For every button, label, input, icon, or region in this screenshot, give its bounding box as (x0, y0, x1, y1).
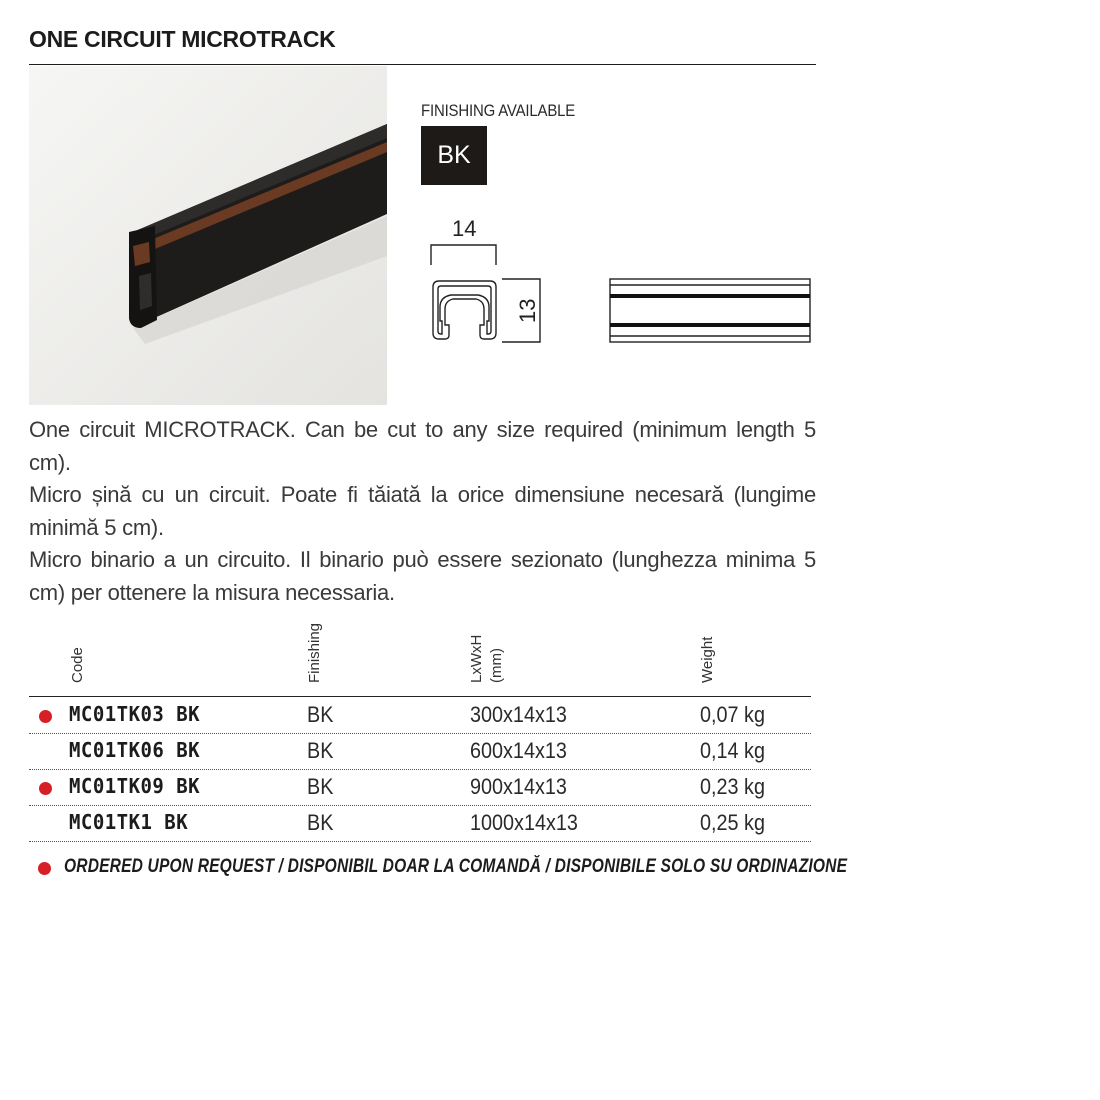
row-weight: 0,14 kg (700, 738, 765, 763)
side-view (610, 279, 810, 342)
table-row (29, 806, 811, 842)
finishing-label: FINISHING AVAILABLE (421, 101, 576, 120)
row-weight: 0,23 kg (700, 774, 765, 799)
row-code: MC01TK1 BK (69, 810, 189, 834)
column-header-code: Code (69, 647, 86, 683)
on-request-dot-icon (39, 710, 52, 723)
on-request-dot-icon (39, 782, 52, 795)
width-dimension-label: 14 (452, 216, 477, 241)
column-header-dims: LxWxH (468, 634, 485, 683)
product-photo (29, 66, 387, 405)
column-header-finishing: Finishing (306, 622, 323, 683)
row-code: MC01TK03 BK (69, 702, 201, 726)
page-title: ONE CIRCUIT MICROTRACK (29, 26, 336, 52)
side-view-band-top (610, 294, 810, 298)
footnote: ORDERED UPON REQUEST / DISPONIBIL DOAR LA COMANDĂ / DISPONIBILE SOLO SU ORDINAZIONE (64, 856, 848, 877)
table-row (29, 770, 811, 806)
title-divider (29, 64, 816, 65)
row-dims: 900x14x13 (470, 774, 567, 799)
column-header-weight: Weight (699, 636, 716, 683)
description-en: One circuit MICROTRACK. Can be cut to any size required (minimum length 5 cm). (29, 417, 816, 475)
table-row (29, 734, 811, 770)
footnote-dot-icon (38, 862, 51, 875)
row-finishing: BK (307, 738, 334, 763)
row-code: MC01TK06 BK (69, 738, 201, 762)
row-dims: 1000x14x13 (470, 810, 578, 835)
row-finishing: BK (307, 774, 334, 799)
technical-drawing (410, 205, 820, 355)
finishing-swatch (421, 126, 487, 185)
table-header-rule (29, 696, 811, 697)
finishing-swatch-code: BK (437, 141, 471, 169)
description-ro: Micro șină cu un circuit. Poate fi tăiată la orice dimensiune necesară (lungime minimă 5 cm). (29, 482, 816, 540)
row-dims: 300x14x13 (470, 702, 567, 727)
row-finishing: BK (307, 702, 334, 727)
row-dims: 600x14x13 (470, 738, 567, 763)
row-weight: 0,25 kg (700, 810, 765, 835)
table-row (29, 698, 811, 734)
description-it: Micro binario a un circuito. Il binario può essere sezionato (lunghezza minima 5 cm) per ottenere la misura necessaria. (29, 547, 816, 605)
product-description (29, 414, 816, 609)
row-finishing: BK (307, 810, 334, 835)
width-dimension-line (431, 245, 496, 265)
height-dimension-label: 13 (515, 298, 540, 323)
row-divider (29, 841, 811, 842)
row-weight: 0,07 kg (700, 702, 765, 727)
row-code: MC01TK09 BK (69, 774, 201, 798)
side-view-band-bottom (610, 323, 810, 327)
column-header-dims-unit: (mm) (488, 648, 505, 683)
